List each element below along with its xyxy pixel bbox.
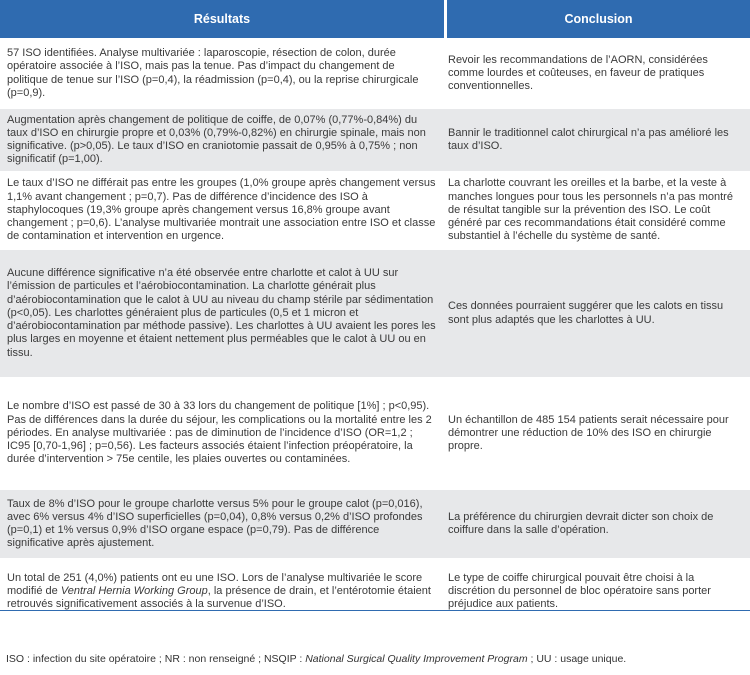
row-results: Augmentation après changement de politique de coiffe, de 0,07% (0,77%-0,84%) du taux d’ISO en chirurgie propre et 0,03% (0,79%-0,82%) en chirurgie spinale, mais non significative. (p>0,05). Le taux d’ISO en craniotomie passait de 0,95% à 0,75% ; non significatif (p=1,00).	[7, 113, 426, 166]
row-conclusion: La charlotte couvrant les oreilles et la barbe, et la veste à manches longues pour tous les personnels n’a pas montré de résultat tangible sur la prévention des ISO. Le coût généré par ces recommandations était considéré comme substantiel à l’échelle du système de santé.	[448, 177, 733, 243]
row-conclusion: Bannir le traditionnel calot chirurgical n’a pas amélioré les taux d’ISO.	[448, 126, 729, 152]
table-row	[0, 377, 750, 490]
row-conclusion: Le type de coiffe chirurgical pouvait être choisi à la discrétion du personnel de bloc opératoire sans porter préjudice aux patients.	[448, 571, 711, 611]
footnote: ISO : infection du site opératoire ; NR : non renseigné ; NSQIP : National Surgical Quality Improvement Program ; UU : usage unique.	[6, 653, 627, 665]
table-row	[0, 490, 750, 558]
table-row	[0, 171, 750, 250]
table-bottom-rule	[0, 610, 750, 611]
row-conclusion: La préférence du chirurgien devrait dicter son choix de coiffure dans la salle d’opération.	[448, 510, 714, 536]
row-results: Un total de 251 (4,0%) patients ont eu une ISO. Lors de l’analyse multivariée le score modifié de Ventral Hernia Working Group, la présence de drain, et l’entérotomie étaient retrouvés significativement associés à la survenue d’ISO.	[7, 571, 431, 611]
row-results: Le nombre d’ISO est passé de 30 à 33 lors du changement de politique [1%] ; p<0,95). Pas de différences dans la durée du séjour, les complications ou la mortalité entre les 2 périodes. En analyse multivariée : pas de diminution de l’incidence d’ISO (OR=1,2 ; IC95 [0,70-1,96] ; p=0,56). Les facteurs associés étaient l’infection préopératoire, la durée d’intervention > 75e centile, les plaies ouvertes ou contaminées.	[7, 400, 432, 466]
row-conclusion: Un échantillon de 485 154 patients serait nécessaire pour démontrer une réduction de 10% des ISO en chirurgie propre.	[448, 413, 729, 453]
table-row	[0, 558, 750, 625]
header-results: Résultats	[193, 12, 251, 26]
table-row	[0, 250, 750, 377]
table-row	[0, 38, 750, 109]
row-results: Taux de 8% d’ISO pour le groupe charlotte versus 5% pour le groupe calot (p=0,016), avec 6% versus 4% d’ISO superficielles (p=0,04), 0,8% versus 0,2% d’ISO profondes (p=0,1) et 1% versus 0,9% d’ISO organe espace (p=0,79). Pas de différence significative après ajustement.	[7, 497, 423, 550]
header-conclusion: Conclusion	[564, 12, 633, 26]
row-results: 57 ISO identifiées. Analyse multivariée : laparoscopie, résection de colon, durée opératoire associée à l’ISO, mais pas la tenue. Pas d’impact du changement de politique de tenue sur l’ISO (p=0,4), la réadmission (p=0,4), ou la reprise chirurgicale (p=0,9).	[7, 47, 419, 99]
row-conclusion: Revoir les recommandations de l’AORN, considérées comme lourdes et coûteuses, en faveur de pratiques conventionnelles.	[448, 53, 708, 93]
row-conclusion: Ces données pourraient suggérer que les calots en tissu sont plus adaptés que les charlottes à UU.	[448, 300, 724, 326]
table-row	[0, 109, 750, 171]
row-results: Aucune différence significative n’a été observée entre charlotte et calot à UU sur l’émission de particules et l’aérobiocontamination. La charlotte générait plus d’aérobiocontamination que le calot à UU au niveau du champ stérile par sédimentation (p<0,05). Les charlottes généraient plus de particules (0,5 et 1 micron et d’aérobiocontamination par méthode passive). Les charlottes à UU avaient les pores les plus larges en moyenne et étaient nettement plus perméables que le calot à UU ou en tissu.	[7, 267, 436, 359]
row-results: Le taux d’ISO ne différait pas entre les groupes (1,0% groupe après changement versus 1,1% avant changement ; p=0,7). Pas de différence d’incidence des ISO à staphylocoques (19,3% groupe après changement versus 16,8% groupe avant changement ; p=0,6). L’analyse multivariée montrait une association entre ISO et classe de contamination et intervention en urgence.	[7, 177, 436, 243]
ventral-hernia-name: Ventral Hernia Working Group	[60, 584, 208, 597]
table-header	[0, 0, 750, 38]
